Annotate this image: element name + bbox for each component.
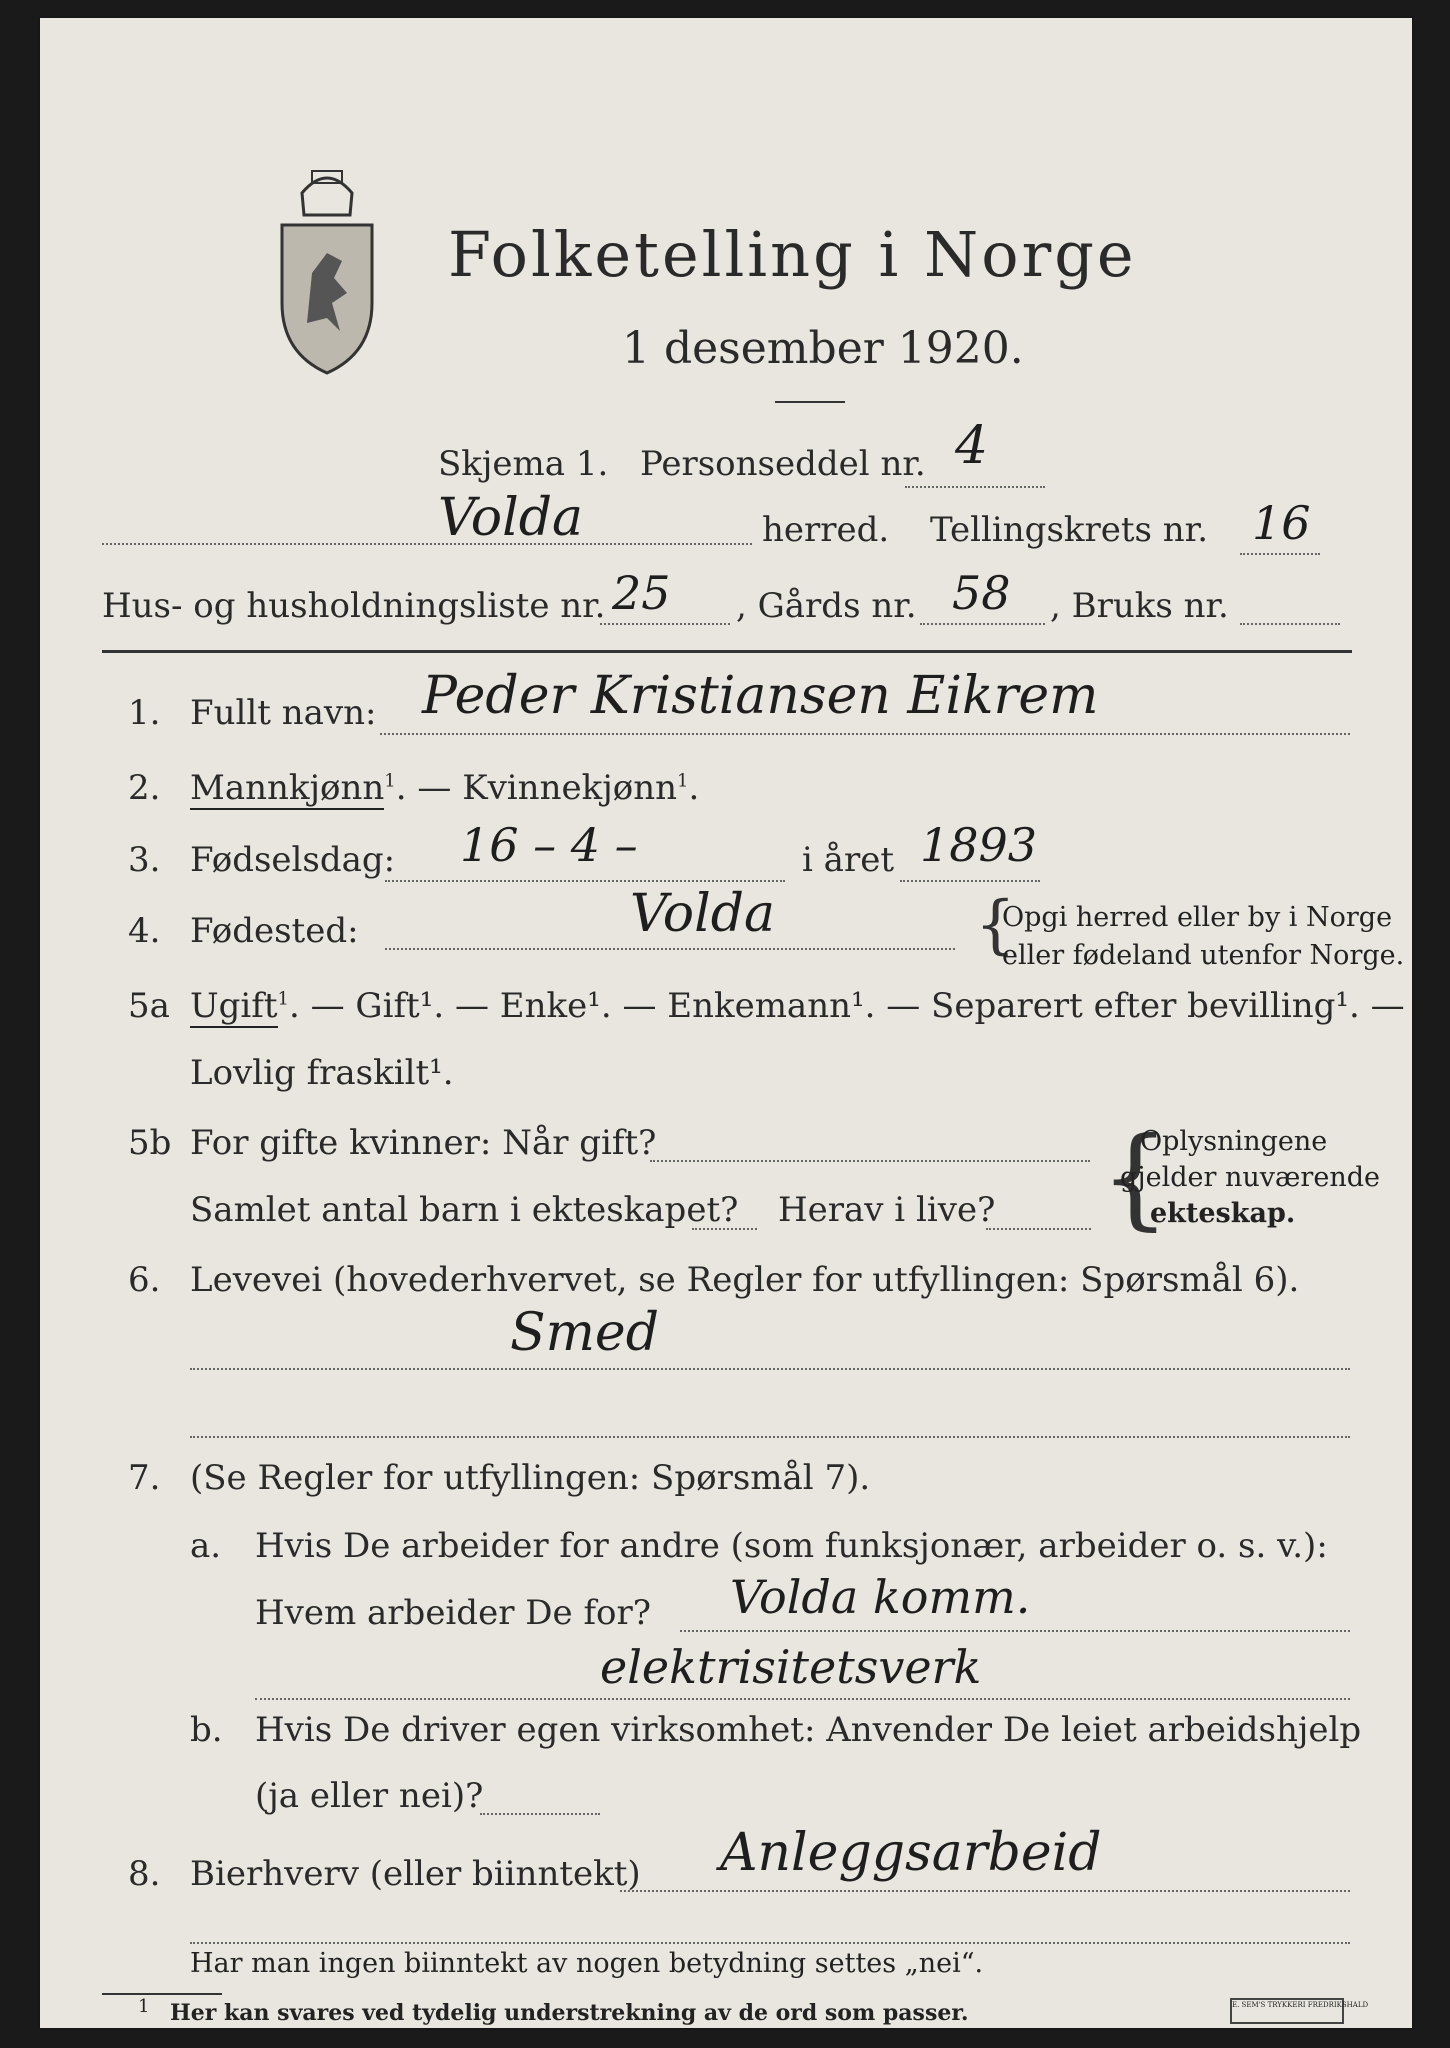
census-form-page: [40, 18, 1412, 2028]
q7b-number: b.: [190, 1710, 223, 1750]
q4-birthplace-value: Volda: [630, 884, 776, 944]
q8-dots-2: [190, 1942, 1350, 1944]
q4-label: Fødested:: [190, 911, 359, 951]
q5a-ugift-option: Ugift: [190, 986, 278, 1026]
q4-note-line2: eller fødeland utenfor Norge.: [1002, 940, 1405, 971]
q6-dots-2: [190, 1436, 1350, 1438]
q3-number: 3.: [128, 840, 161, 880]
q4-note-line1: Opgi herred eller by i Norge: [1002, 902, 1393, 933]
coat-of-arms-icon: [272, 153, 382, 382]
q7b-label: Hvis De driver egen virksomhet: Anvender De leiet arbeidshjelp: [255, 1710, 1362, 1750]
q6-dots-1: [190, 1368, 1350, 1370]
q7b-question: (ja eller nei)?: [255, 1776, 484, 1816]
personseddel-dots: [905, 486, 1045, 488]
footnote-rule: [102, 1993, 222, 1995]
page-title: Folketelling i Norge: [448, 218, 1137, 291]
tellingskrets-dots: [1240, 553, 1320, 555]
hus-value: 25: [612, 566, 671, 620]
q8-label: Bierhverv (eller biinntekt): [190, 1854, 641, 1894]
hus-label: Hus- og husholdningsliste nr.: [102, 586, 606, 626]
q2-options: Mannkjønn$^1$. — Kvinnekjønn$^1$.: [190, 768, 700, 808]
title-divider: [775, 401, 845, 403]
herred-label: herred.: [762, 510, 890, 550]
q3-year-dots: [900, 880, 1040, 882]
q6-label: Levevei (hovederhvervet, se Regler for utfyllingen: Spørsmål 6).: [190, 1260, 1300, 1300]
q6-number: 6.: [128, 1260, 161, 1300]
q5b-married-label: For gifte kvinner: Når gift?: [190, 1123, 657, 1163]
q7a-employer-value-2: elektrisitetsverk: [600, 1640, 982, 1694]
q7a-employer-value: Volda komm.: [730, 1570, 1031, 1624]
bruks-dots: [1240, 623, 1340, 625]
q5b-alive-label: Herav i live?: [778, 1190, 996, 1230]
q5b-note3: ekteskap.: [1150, 1198, 1296, 1229]
skjema-label: Skjema 1.: [438, 444, 609, 484]
q5b-alive-dots: [986, 1228, 1091, 1230]
q4-number: 4.: [128, 911, 161, 951]
tellingskrets-value: 16: [1252, 496, 1311, 550]
q7a-dots-1: [680, 1630, 1350, 1632]
q8-side-income-value: Anleggsarbeid: [720, 1823, 1102, 1883]
q7a-dots-2: [255, 1698, 1350, 1700]
q8-dots-1: [620, 1890, 1350, 1892]
q2-male-option: Mannkjønn: [190, 768, 385, 808]
q3-dots: [385, 880, 785, 882]
q5a-number: 5a: [128, 986, 170, 1026]
bruks-label: , Bruks nr.: [1050, 586, 1229, 626]
q3-year-label: i året: [802, 840, 894, 880]
q8-number: 8.: [128, 1854, 161, 1894]
q5b-number: 5b: [128, 1123, 172, 1163]
personseddel-label: Personseddel nr.: [640, 444, 926, 484]
gards-dots: [920, 623, 1045, 625]
herred-value: Volda: [438, 488, 584, 548]
census-date: 1 desember 1920.: [622, 323, 1024, 374]
q3-birthday-value: 16 – 4 –: [460, 818, 638, 872]
q5a-options: Ugift$^1$. — Gift¹. — Enke¹. — Enkemann¹. — Separert efter bevilling¹. —: [190, 986, 1405, 1026]
herred-dots: [102, 543, 752, 545]
q5b-note2: gjelder nuværende: [1120, 1162, 1380, 1193]
q2-female-option: Kvinnekjønn: [462, 768, 677, 808]
personseddel-value: 4: [955, 416, 989, 476]
gards-value: 58: [952, 566, 1011, 620]
q7-number: 7.: [128, 1458, 161, 1498]
q5b-children-label: Samlet antal barn i ekteskapet?: [190, 1190, 739, 1230]
q7a-number: a.: [190, 1526, 222, 1566]
hus-dots: [600, 623, 730, 625]
footer-note: Har man ingen biinntekt av nogen betydning settes „nei“.: [190, 1948, 984, 1979]
q5b-married-dots: [650, 1160, 1090, 1162]
q5b-children-dots: [692, 1228, 757, 1230]
q5a-other-options: . — Gift¹. — Enke¹. — Enkemann¹. — Separert efter bevilling¹. —: [289, 986, 1405, 1026]
q3-label: Fødselsdag:: [190, 840, 396, 880]
q6-occupation-value: Smed: [510, 1303, 659, 1363]
q1-dots: [380, 733, 1350, 735]
printer-stamp: E. SEM'S TRYKKERI FREDRIKSHALD: [1230, 1998, 1344, 2024]
q5b-brace: {: [1100, 1113, 1170, 1241]
footnote-text: Her kan svares ved tydelig understrekning av de ord som passer.: [170, 2000, 969, 2026]
q1-full-name-value: Peder Kristiansen Eikrem: [422, 666, 1099, 726]
q7a-label: Hvis De arbeider for andre (som funksjonær, arbeider o. s. v.):: [255, 1526, 1328, 1566]
q7b-dots: [480, 1813, 600, 1815]
q7-label: (Se Regler for utfyllingen: Spørsmål 7).: [190, 1458, 871, 1498]
q2-number: 2.: [128, 768, 161, 808]
q1-label: Fullt navn:: [190, 693, 377, 733]
q5a-line2: Lovlig fraskilt¹.: [190, 1053, 454, 1093]
q7a-question: Hvem arbeider De for?: [255, 1593, 651, 1633]
q4-brace: {: [975, 888, 1016, 962]
q4-dots: [385, 948, 955, 950]
q1-number: 1.: [128, 693, 161, 733]
tellingskrets-label: Tellingskrets nr.: [930, 510, 1209, 550]
q5b-note1: Oplysningene: [1140, 1126, 1328, 1157]
gards-label: , Gårds nr.: [736, 586, 917, 626]
q3-year-value: 1893: [920, 818, 1038, 872]
header-rule: [102, 650, 1352, 653]
footnote-number: 1: [138, 1996, 150, 2017]
